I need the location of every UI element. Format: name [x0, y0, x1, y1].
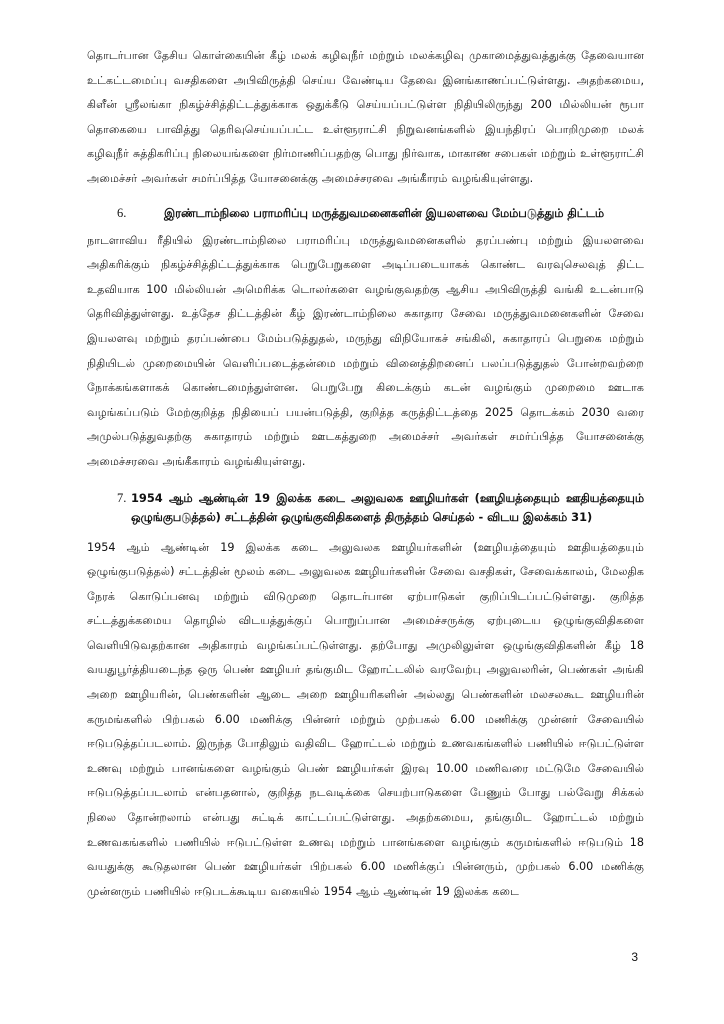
section-7-number: 7.: [117, 490, 127, 505]
section-6-number: 6.: [117, 205, 127, 220]
intro-paragraph: தொடர்பான தேசிய கொள்கையின் கீழ் மலக் கழிவுநீர் மற்றும் மலக்கழிவு முகாமைத்துவத்துக்கு தேவையான உட்கட்டமைப்பு வசதிகளை அபிவிருத்தி செய்ய வேண்டிய தேவை இனங்காணப்பட்டுள்ளது. அதற்கமைய, கிளீன் ஸ்ரீலங்கா நிகழ்ச்சித்திட்டத்துக்காக ஒதுக்கீடு செய்யப்பட்டுள்ள நிதியிலிருந்து 200 மில்லியன் ரூபா தொகையை பாவித்து தெரிவுசெய்யப்பட்ட உள்ளூராட்சி நிறுவனங்களில் இயந்திரப் பொறிமுறை மலக் கழிவுநீர் சுத்திகரிப்பு நிலையங்களை நிர்மாணிப்பதற்கு பொது நிர்வாக, மாகாண சபைகள் மற்றும் உள்ளூராட்சி அமைச்சர் அவர்கள் சமர்ப்பித்த யோசனைக்கு அமைச்சரவை அங்கீாரம் வழங்கியுள்ளது.: [87, 49, 644, 185]
section-7-title: 1954 ஆம் ஆண்டின் 19 இலக்க கடை அலுவலக ஊழியர்கள் (ஊழியத்தையும் ஊதியத்தையும் ஒழுங்குபடுத்தல்) சட்டத்தின் ஒழுங்குவிதிகளைத் திருத்தம் செய்தல் - விடய இலக்கம் 31): [131, 490, 644, 524]
section-6-body: நாடளாவிய ரீதியில் இரண்டாம்நிலை பராமரிப்பு மருத்துவமனைகளில் தரப்பண்பு மற்றும் இயலளவை அதிகரிக்கும் நிகழ்ச்சித்திட்டத்துக்காக பெறுபேறுகளை அடிப்படையாகக் கொண்ட வரவுசெலவுத் திட்ட உதவியாக 100 மில்லியன் அமெரிக்க டொலர்களை வழங்குவதற்கு ஆசிய அபிவிருத்தி வங்கி உடன்பாடு தெரிவித்துள்ளது. உத்தேச திட்டத்தின் கீழ் இரண்டாம்நிலை சுகாதார சேவை மருத்துவமனைகளின் சேவை இயலளவு மற்றும் தரப்பண்பை மேம்படுத்துதல், மருந்து விநியோகச் சங்கிலி, சுகாதாரப் பெறுகை மற்றும் நிதியிடல் முறைமையின் வெளிப்படைத்தன்மை மற்றும் வினைத்திறனைப் பலப்படுத்துதல் போன்றவற்றை நோக்கங்களாகக் கொண்டமைந்துள்ளன. பெறுபேறு கிடைக்கும் கடன் வழங்கும் முறைமை ஊடாக வழங்கப்படும் மேற்குறித்த நிதியைப் பயன்படுத்தி, குறித்த கருத்திட்டத்தை 2025 தொடக்கம் 2030 வரை அமுல்படுத்துவதற்கு சுகாதாரம் மற்றும் ஊடகத்துறை அமைச்சர் அவர்கள் சமர்ப்பித்த யோசனைக்கு அமைச்சரவை அங்கீகாரம் வழங்கியுள்ளது.: [87, 233, 644, 468]
page-number: 3: [631, 950, 638, 964]
section-6-title: இரண்டாம்நிலை பராமரிப்பு மருத்துவமனைகளின் இயலளவை மேம்படுத்தும் திட்டம்: [164, 205, 605, 220]
page-content: [87, 44, 644, 904]
section-7-body: 1954 ஆம் ஆண்டின் 19 இலக்க கடை அலுவலக ஊழியர்களின் (ஊழியத்தையும் ஊதியத்தையும் ஒழுங்குபடுத்தல்) சட்டத்தின் மூலம் கடை அலுவலக ஊழியர்களின் சேவை வசதிகள், சேவைக்காலம், மேலதிக நேரக் கொடுப்பனவு மற்றும் விடுமுறை தொடர்பான ஏற்பாடுகள் குறிப்பிடப்பட்டுள்ளது. குறித்த சட்டத்துக்கமைய தொழில் விடயத்துக்குப் பொறுப்பான அமைச்சருக்கு ஏற்புடைய ஒழுங்குவிதிகளை வெளியிடுவதற்கான அதிகாரம் வழங்கப்பட்டுள்ளது. தற்போது அமுலிலுள்ள ஒழுங்குவிதிகளின் கீழ் 18 வயதுபூர்த்தியடைந்த ஒரு பெண் ஊழியர் தங்குமிட ஹோட்டலில் வரவேற்பு அலுவலரின், பெண்கள் அங்கி அறை ஊழியரின், பெண்களின் ஆடை அறை ஊழியரிகளின் அல்லது பெண்களின் மலசலகூட ஊழியரின் கருமங்களில் பிற்பகல் 6.00 மணிக்கு பின்னர் மற்றும் முற்பகல் 6.00 மணிக்கு முன்னர் சேவையில் ஈடுபடுத்தப்படலாம். இருந்த போதிலும் வதிவிட ஹோட்டல் மற்றும் உணவகங்களில் பணியில் ஈடுபட்டுள்ள உணவு மற்றும் பானங்களை வழங்கும் பெண் ஊழியர்கள் இரவு 10.00 மணிவரை மட்டுமே சேவையில் ஈடுபடுத்தப்படலாம் என்பதனால், குறித்த நடவடிக்கை செயற்பாடுகளை பேணும் போது பல்வேறு சிக்கல் நிலை தோன்றலாம் என்பது சுட்டிக் காட்டப்பட்டுள்ளது. அதற்கமைய, தங்குமிட ஹோட்டல் மற்றும் உணவகங்களில் பணியில் ஈடுபட்டுள்ள உணவு மற்றும் பானங்களை வழங்கும் கருமங்களில் ஈடுபடும் 18 வயதுக்கு கூடுதலான பெண் ஊழியர்கள் பிற்பகல் 6.00 மணிக்குப் பின்னரும், முற்பகல் 6.00 மணிக்கு முன்னரும் பணியில் ஈடுபடக்கூடிய வகையில் 1954 ஆம் ஆண்டின் 19 இலக்க கடை: [87, 540, 644, 898]
section-6-heading: [87, 204, 644, 223]
section-7-heading: [87, 489, 644, 528]
